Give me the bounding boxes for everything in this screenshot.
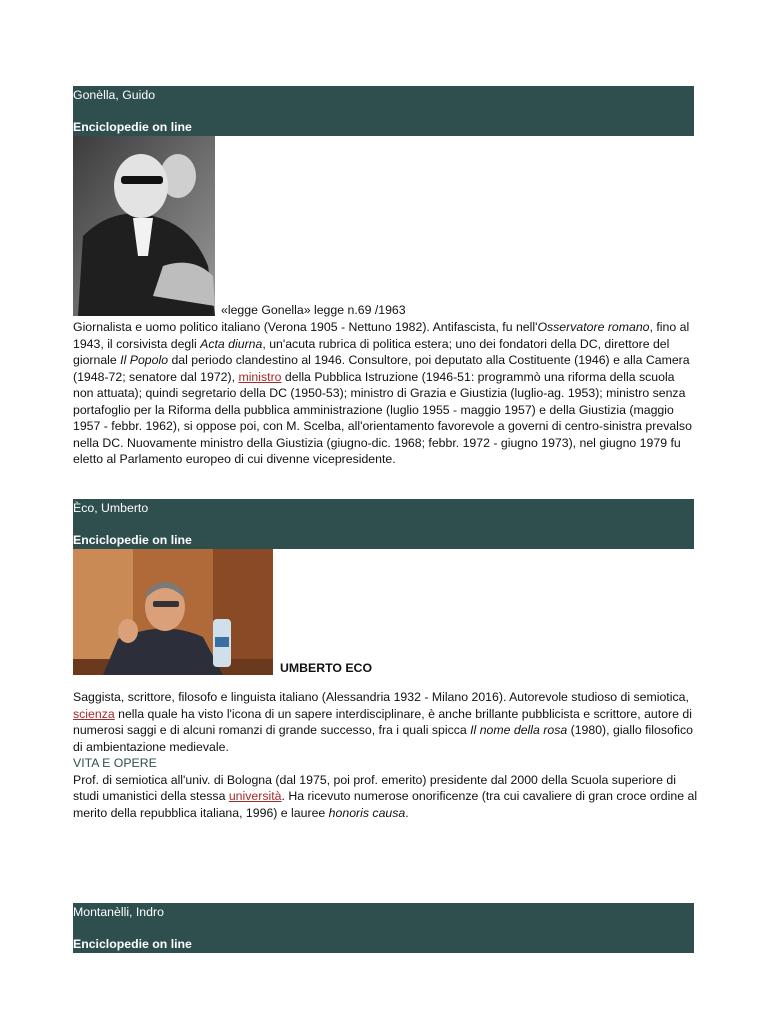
entry-header-eco [73, 499, 694, 549]
section-heading: VITA E OPERE [73, 756, 157, 770]
image-caption-gonella: «legge Gonella» legge n.69 /1963 [221, 303, 406, 317]
entry-title: Montanèlli, Indro [73, 905, 164, 919]
entry-title: Èco, Umberto [73, 501, 149, 515]
link-universita[interactable]: università [228, 789, 282, 803]
entry-source: Enciclopedie on line [73, 533, 192, 547]
portrait-eco [73, 549, 273, 675]
entry-source: Enciclopedie on line [73, 120, 192, 134]
portrait-gonella [73, 136, 215, 316]
entry-header-montanelli [73, 903, 694, 953]
link-scienza[interactable]: scienza [73, 706, 115, 721]
entry-source: Enciclopedie on line [73, 937, 192, 951]
entry-title: Gonèlla, Guido [73, 88, 156, 102]
link-ministro[interactable]: ministro [238, 369, 282, 384]
entry-body-gonella: Giornalista e uomo politico italiano (Verona 1905 - Nettuno 1982). Antifascista, fu nell'Osservatore romano, fino al 1943, il corsivista degli Acta diurna, un'acuta rubrica di politica estera; uno dei fondatori della DC, direttore del giornale Il Popolo dal periodo clandestino al 1946. Consultore, poi deputato alla Costituente (1946) e alla Camera (1948-72; senatore dal 1972), ministro della Pubblica Istruzione (1946-51: programmò una riforma della scuola non attuata); quindi segretario della DC (1950-53); ministro di Grazia e Giustizia (luglio-ag. 1953); ministro senza portafoglio per la Riforma della pubblica amministrazione (luglio 1955 - maggio 1957) e della Giustizia (maggio 1957 - febbr. 1962), si oppose poi, con M. Scelba, all'orientamento favorevole a governi di centro-sinistra prevalso nella DC. Nuovamente ministro della Giustizia (giugno-dic. 1968; febbr. 1972 - giugno 1973), nel giugno 1979 fu eletto al Parlamento europeo di cui divenne vicepresidente. [73, 320, 692, 466]
entry-header-gonella [73, 86, 694, 136]
image-caption-eco: UMBERTO ECO [280, 661, 373, 675]
entry-body-eco: Saggista, scrittore, filosofo e linguista italiano (Alessandria 1932 - Milano 2016). Autorevole studioso di semiotica, scienza nella quale ha visto l'icona di un sapere interdisciplinare, è anche brillante pubblicista e scrittore, autore di numerosi saggi e di alcuni romanzi di grande successo, fra i quali spicca Il nome della rosa (1980), giallo filosofico di ambientazione medievale. VITA E OPERE Prof. di semiotica all'univ. di Bologna (dal 1975, poi prof. emerito) presidente dal 2000 della Scuola superiore di studi umanistici della stessa università. Ha ricevuto numerose onorificenze (tra cui cavaliere di gran croce ordine al merito della repubblica italiana, 1996) e lauree honoris causa. [73, 690, 698, 820]
